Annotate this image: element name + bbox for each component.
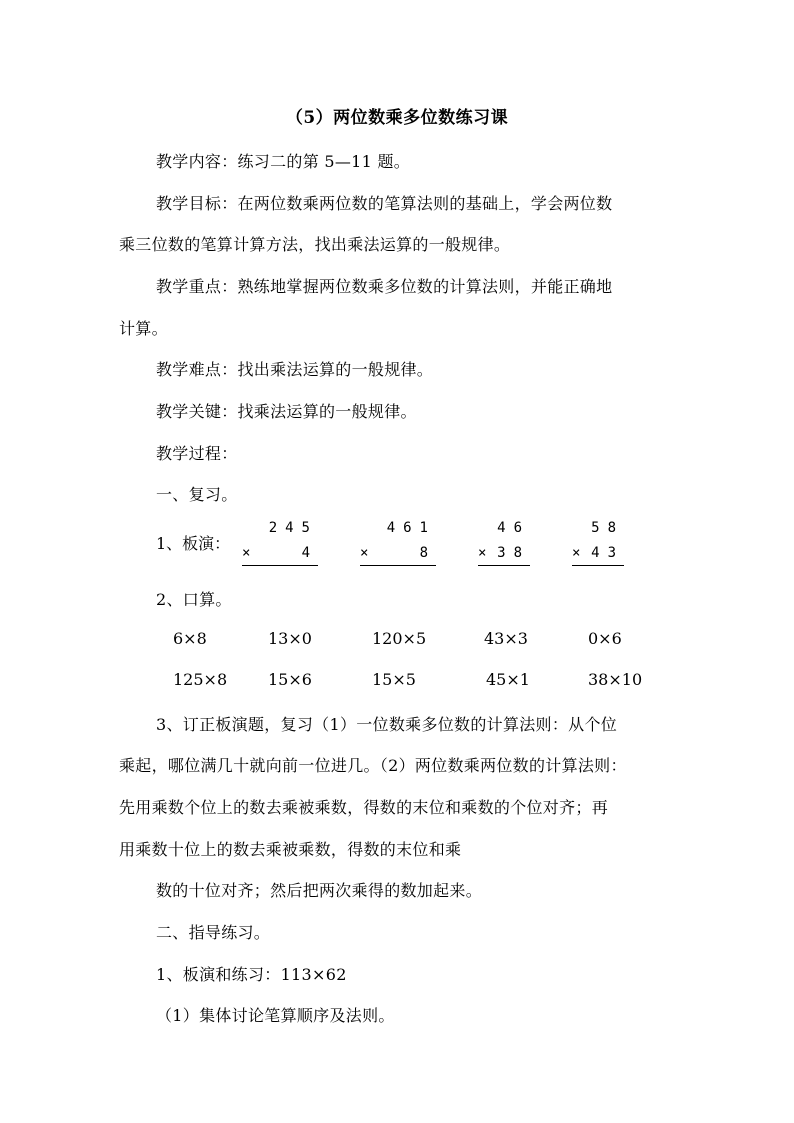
correction-line-2: 乘起，哪位满几十就向前一位进几。（2）两位数乘两位数的计算法则： xyxy=(119,756,627,775)
times-sign: × xyxy=(242,545,251,561)
multiplier: 38 xyxy=(497,545,530,561)
oral-problem: 38×10 xyxy=(588,670,643,689)
teaching-process: 教学过程： xyxy=(156,444,238,463)
teaching-goal-line-1: 教学目标：在两位数乘两位数的笔算法则的基础上，学会两位数 xyxy=(156,194,613,213)
multiplicand: 245 xyxy=(268,520,318,536)
oral-problem: 15×6 xyxy=(268,670,312,689)
underline xyxy=(242,565,318,566)
multiplier: 8 xyxy=(419,545,436,561)
oral-problem: 15×5 xyxy=(372,670,416,689)
correction-line-5: 数的十位对齐；然后把两次乘得的数加起来。 xyxy=(156,881,483,900)
multiplicand: 461 xyxy=(386,520,436,536)
times-sign: × xyxy=(572,545,581,561)
oral-problem: 45×1 xyxy=(486,670,530,689)
multiplier: 4 xyxy=(301,545,318,561)
teaching-focus-line-1: 教学重点：熟练地掌握两位数乘多位数的计算法则，并能正确地 xyxy=(156,277,613,296)
board-label: 1、板演： xyxy=(156,534,231,553)
oral-problem: 43×3 xyxy=(484,629,528,648)
teaching-difficulty: 教学难点：找出乘法运算的一般规律。 xyxy=(156,360,434,379)
teaching-key: 教学关键：找乘法运算的一般规律。 xyxy=(156,402,417,421)
oral-problem: 125×8 xyxy=(173,670,228,689)
teaching-goal-line-2: 乘三位数的笔算计算方法，找出乘法运算的一般规律。 xyxy=(119,235,511,254)
section-guide: 二、指导练习。 xyxy=(156,923,271,942)
vertical-multiplication xyxy=(478,520,530,570)
underline xyxy=(478,565,530,566)
times-sign: × xyxy=(360,545,369,561)
correction-line-4: 用乘数十位上的数去乘被乘数，得数的末位和乘 xyxy=(119,840,462,859)
guide-item-1-1: （1）集体讨论笔算顺序及法则。 xyxy=(156,1006,395,1025)
section-review: 一、复习。 xyxy=(156,485,238,504)
guide-item-1: 1、板演和练习：113×62 xyxy=(156,965,347,984)
oral-problem: 0×6 xyxy=(588,629,622,648)
oral-problem: 120×5 xyxy=(372,629,427,648)
correction-line-1: 3、订正板演题，复习（1）一位数乘多位数的计算法则：从个位 xyxy=(156,715,618,734)
correction-line-3: 先用乘数个位上的数去乘被乘数，得数的末位和乘数的个位对齐；再 xyxy=(119,798,609,817)
times-sign: × xyxy=(478,545,487,561)
multiplicand: 58 xyxy=(591,520,624,536)
multiplier: 43 xyxy=(591,545,624,561)
underline xyxy=(360,565,436,566)
document-title: （5）两位数乘多位数练习课 xyxy=(285,108,509,128)
multiplicand: 46 xyxy=(497,520,530,536)
vertical-multiplication xyxy=(360,520,436,570)
oral-problem: 13×0 xyxy=(268,629,312,648)
teaching-focus-line-2: 计算。 xyxy=(119,319,168,338)
underline xyxy=(572,565,624,566)
oral-label: 2、口算。 xyxy=(156,590,232,609)
vertical-multiplication xyxy=(572,520,624,570)
oral-problem: 6×8 xyxy=(173,629,207,648)
teaching-content: 教学内容：练习二的第 5—11 题。 xyxy=(156,152,411,171)
vertical-multiplication xyxy=(242,520,318,570)
